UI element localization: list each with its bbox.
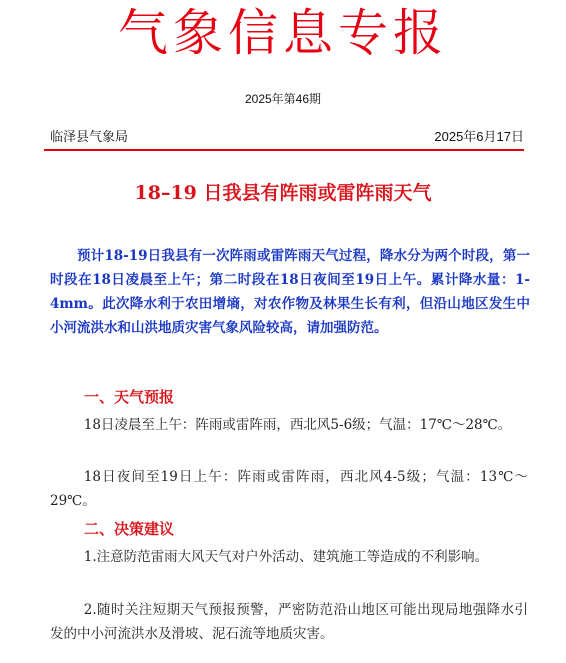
meta-row xyxy=(50,128,524,146)
issue-number: 2025年第46期 xyxy=(244,92,322,106)
issue-date: 2025年6月17日 xyxy=(434,129,524,144)
header-divider xyxy=(44,149,524,151)
section-heading-forecast: 一、天气预报 xyxy=(84,388,175,406)
issuing-agency: 临泽县气象局 xyxy=(50,129,129,144)
advice-item-1: 1.注意防范雷雨大风天气对户外活动、建筑施工等造成的不利影响。 xyxy=(83,549,489,565)
article-headline: 18–19 日我县有阵雨或雷阵雨天气 xyxy=(134,182,432,204)
forecast-period-1: 18日凌晨至上午：阵雨或雷阵雨，西北风5-6级；气温：17℃～28℃。 xyxy=(83,417,512,433)
advice-item-2: 2.随时关注短期天气预报预警，严密防范沿山地区可能出现局地强降水引发的中小河流洪水及滑坡、泥石流等地质灾害。 xyxy=(50,602,528,642)
section-heading-advice: 二、决策建议 xyxy=(84,520,175,538)
masthead-title: 气象信息专报 xyxy=(118,4,448,62)
forecast-period-2: 18日夜间至19日上午：阵雨或雷阵雨，西北风4-5级；气温：13℃～29℃。 xyxy=(50,469,528,509)
lead-paragraph: 预计18-19日我县有一次阵雨或雷阵雨天气过程，降水分为两个时段，第一时段在18日凌晨至上午；第二时段在18日夜间至19日上午。累计降水量：1-4mm。此次降水利于农田增墒，对农作物及林果生长有利，但沿山地区发生中小河流洪水和山洪地质灾害气象风险较高，请加强防范。 xyxy=(50,248,530,336)
